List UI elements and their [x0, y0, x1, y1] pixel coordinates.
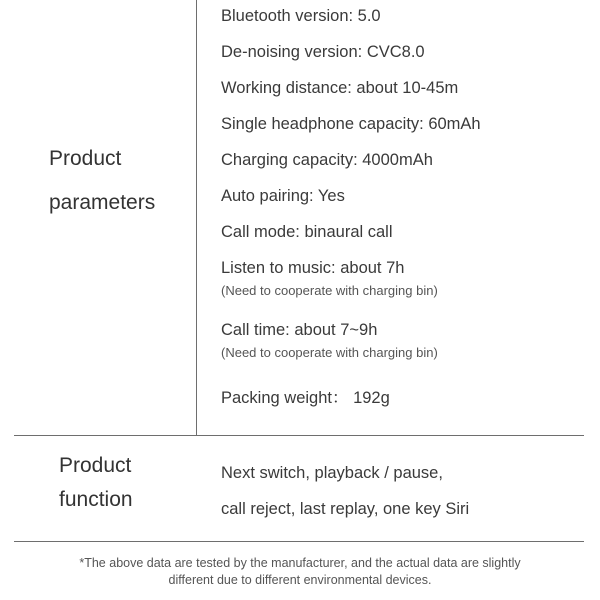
spec-text: Call time: about 7~9h — [221, 321, 378, 339]
product-function-label-line1: Product — [59, 454, 132, 477]
product-function-label — [59, 449, 133, 517]
spec-text: De-noising version: CVC8.0 — [221, 43, 425, 61]
product-parameters-label-line2: parameters — [49, 191, 156, 214]
footnote-line2: different due to different environmental devices. — [168, 573, 432, 587]
product-function-line2: call reject, last replay, one key Siri — [221, 500, 470, 518]
footnote-line1: *The above data are tested by the manufacturer, and the actual data are slightly — [79, 556, 521, 570]
spec-text: Auto pairing: Yes — [221, 187, 345, 205]
product-function-line1: Next switch, playback / pause, — [221, 464, 443, 482]
row-divider-bottom — [14, 541, 584, 542]
spec-listen-to-music — [221, 259, 438, 298]
spec-text: Charging capacity: 4000mAh — [221, 151, 433, 169]
spec-denoising-version — [221, 43, 425, 62]
spec-charging-capacity — [221, 151, 433, 170]
spec-packing-weight — [221, 384, 390, 408]
spec-single-headphone-capacity — [221, 115, 481, 134]
spec-note: (Need to cooperate with charging bin) — [221, 345, 438, 360]
product-function-label-line2: function — [59, 488, 133, 511]
spec-text: Packing weight： 192g — [221, 389, 390, 407]
spec-text: Working distance: about 10-45m — [221, 79, 459, 97]
spec-text: Single headphone capacity: 60mAh — [221, 115, 481, 133]
spec-call-time — [221, 321, 438, 360]
spec-auto-pairing — [221, 187, 345, 206]
spec-call-mode — [221, 223, 393, 242]
product-function-description — [221, 455, 469, 527]
spec-bluetooth-version — [221, 7, 381, 26]
product-parameters-label-line1: Product — [49, 147, 122, 170]
column-divider — [196, 0, 197, 435]
spec-working-distance — [221, 79, 458, 98]
product-parameters-label — [49, 137, 155, 225]
spec-text: Bluetooth version: 5.0 — [221, 7, 381, 25]
spec-text: Listen to music: about 7h — [221, 259, 405, 277]
spec-text: Call mode: binaural call — [221, 223, 393, 241]
footnote — [0, 555, 600, 589]
row-divider-top — [14, 435, 584, 436]
spec-note: (Need to cooperate with charging bin) — [221, 283, 438, 298]
